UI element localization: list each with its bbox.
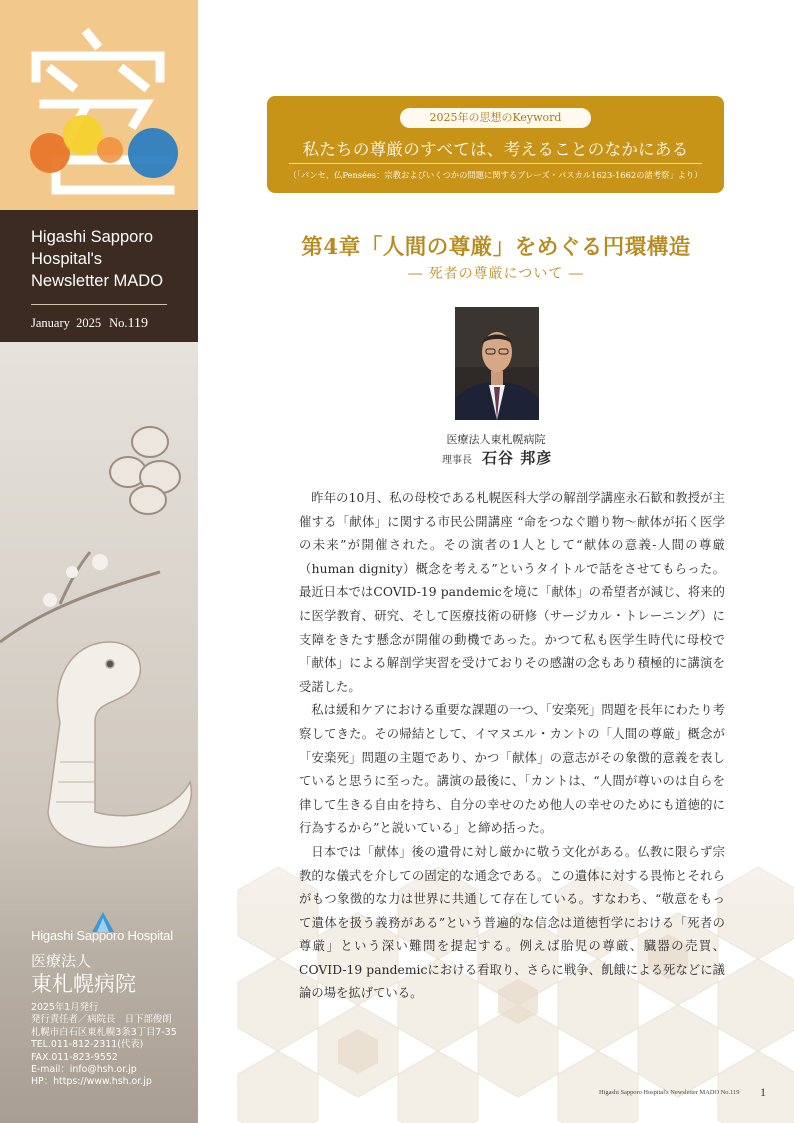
chapter-subtitle: ― 死者の尊厳について ―	[408, 266, 584, 282]
chapter-title: 第4章「人間の尊厳」をめぐる円環構造	[301, 235, 691, 260]
author-portrait	[455, 307, 539, 420]
keyword-source: （「パンセ、仏Pensées：宗教およびいくつかの問題に関するブレーズ・パスカル1623-1662の諸考察」より）	[288, 170, 703, 180]
page-number: 1	[760, 1085, 766, 1099]
keyword-box	[267, 96, 724, 193]
email-text: E-mail：info@hsh.or.jp	[31, 1064, 137, 1076]
mado-logo-icon	[0, 0, 198, 210]
paragraph: 日本では「献体」後の遺骨に対し厳かに敬う文化がある。仏教に限らず宗教的な儀式を介しての固定的な通念である。この遺体に対する畏怖とそれらがもつ象徴的な力は世界に共通して存在している。すなわち、“敬意をもって遺体を扱う義務がある”という普遍的な信念は道徳哲学における「死者の尊厳」という深い難問を提起する。例えば胎児の尊厳、臓器の売買、COVID-19 pandemicにおける看取り、さらに戦争、飢餓による死などに議論の場を拡げている。	[299, 844, 725, 1001]
author-affiliation: 医療法人東札幌病院	[446, 433, 546, 446]
paragraph: 私は緩和ケアにおける重要な課題の一つ、「安楽死」問題を長年にわたり考察してきた。その帰結として、イマヌエル・カントの「人間の尊厳」概念が「安楽死」問題の主題であり、かつ「献体」の意志がその象徴的意義を表していると思うに至った。講演の最後に、「カントは、“人間が尊いのは自らを律して生きる自由を持ち、自分の幸せのため他人の幸せのためにも道徳的に行為するから”と説いている」と締め括った。	[299, 703, 725, 836]
footer-text: Higashi Sapporo Hospital's Newsletter MADO No.119	[599, 1089, 740, 1096]
homepage-text: HP：https://www.hsh.or.jp	[31, 1076, 152, 1088]
keyword-quote: 私たちの尊厳のすべては、考えることのなかにある	[302, 140, 689, 159]
newsletter-title: Higashi Sapporo Hospital's Newsletter MADO	[31, 228, 164, 290]
publication-info: 2025年1月発行 発行責任者／病院長 日下部俊朗 札幌市白石区東札幌3条3丁目7-35 TEL.011-812-2311(代表) FAX.011-823-9552 E-mail：info@hsh.or.jp HP：https://www.hsh.or.jp	[31, 1002, 177, 1088]
title-divider	[31, 304, 167, 305]
article-body	[299, 487, 725, 1006]
issue-info: January 2025 No.119	[31, 316, 149, 331]
paragraph: 昨年の10月、私の母校である札幌医科大学の解剖学講座永石歓和教授が主催する「献体」に関する市民公開講座 “命をつなぐ贈り物～献体が拓く医学の未来”が開催された。その演者の1人として“献体の意義-人間の尊厳（human dignity）概念を考える”というタイトルで話をさせてもらった。最近日本ではCOVID-19 pandemicを境に「献体」の希望者が減じ、将来的に医学教育、研究、そして医療技術の研修（サージカル・トレーニング）に支障をきたす懸念が開催の動機であった。かつて私も医学生時代に母校で「献体」による解剖学実習を受けておりその感謝の念もあり積極的に講演を受諾した。	[299, 491, 725, 694]
hospital-corp-label: 医療法人	[31, 952, 92, 970]
sidebar	[0, 0, 198, 1123]
keyword-label: 2025年の思想のKeyword	[400, 108, 591, 128]
keyword-divider	[289, 163, 702, 164]
author-role: 理事長	[442, 455, 472, 466]
hospital-name-jp: 東札幌病院	[31, 972, 136, 996]
author-line	[442, 447, 552, 468]
author-name: 石谷 邦彦	[482, 449, 553, 467]
hospital-name-en: Higashi Sapporo Hospital	[31, 928, 173, 943]
